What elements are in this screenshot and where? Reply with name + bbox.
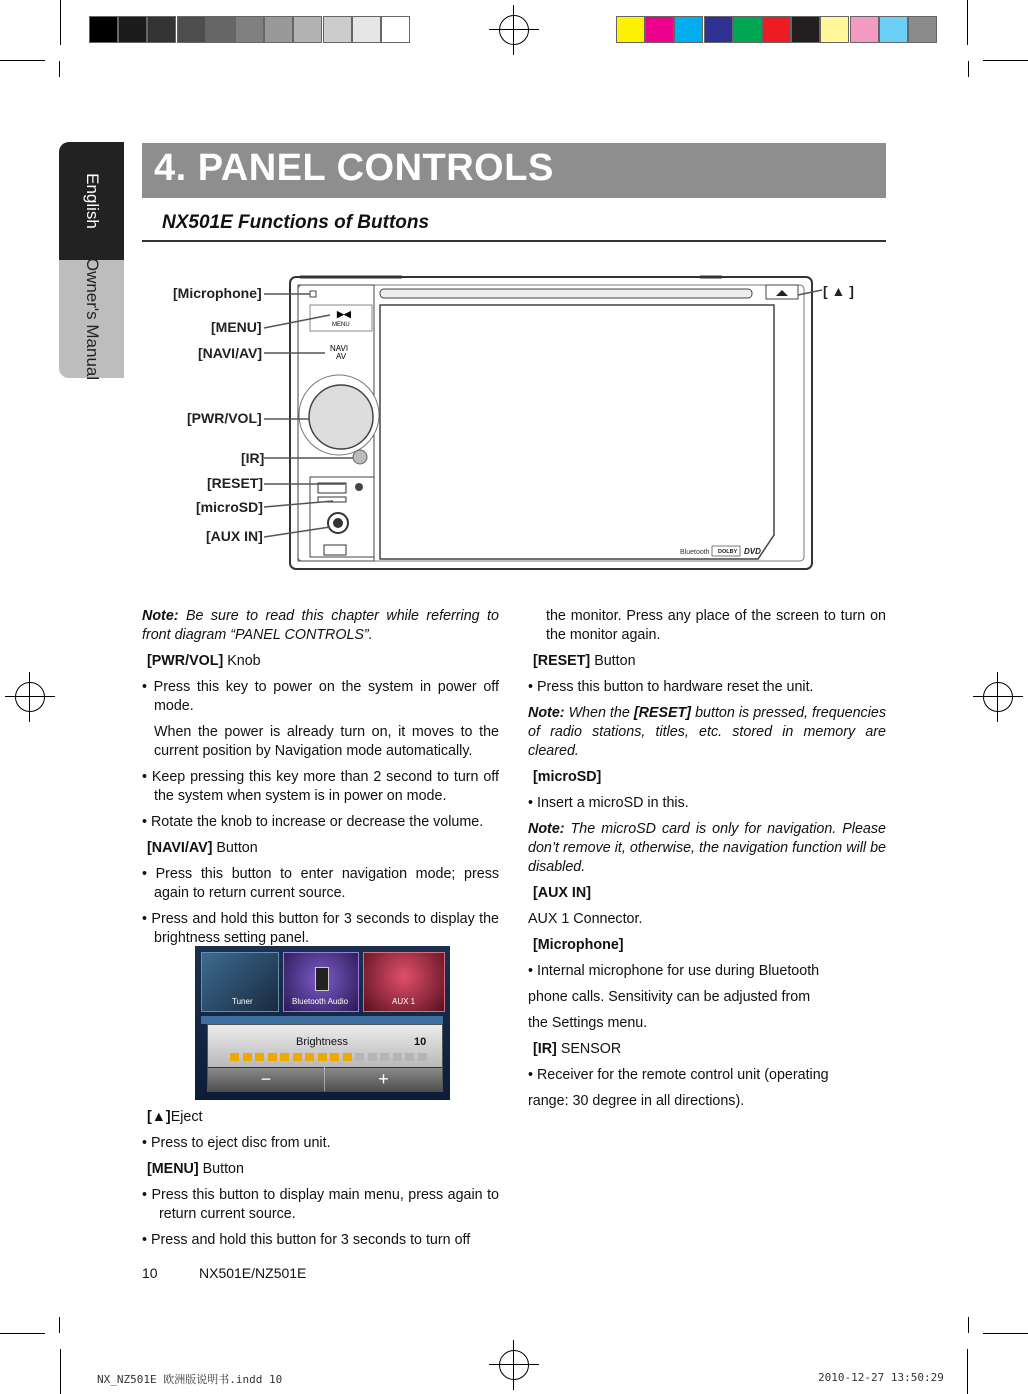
color-swatch [293, 16, 322, 43]
reset-note: Note: When the [RESET] button is pressed, frequencies of radio stations, titles, etc. stored in memory are cleared. [528, 705, 886, 759]
brightness-panel [207, 1024, 443, 1092]
brightness-segment [230, 1053, 239, 1061]
brightness-segment [255, 1053, 264, 1061]
av-face-label: AV [336, 352, 347, 361]
microphone-line-3: the Settings menu. [528, 1015, 648, 1031]
color-swatch [381, 16, 410, 43]
slug-timestamp: 2010-12-27 13:50:29 [818, 1371, 944, 1384]
ir-heading: [IR] SENSOR [533, 1041, 622, 1057]
footer-model: NX501E/NZ501E [199, 1265, 307, 1281]
navi-av-bullet-2: • Press and hold this button for 3 seconds to display the brightness setting panel. [142, 911, 499, 946]
ir-sensor [353, 450, 367, 464]
brightness-segment [330, 1053, 339, 1061]
tile-aux: AUX 1 [363, 952, 445, 1012]
dvd-logo: DVD [744, 547, 761, 556]
tile-bluetooth-audio: Bluetooth Audio [283, 952, 359, 1012]
registration-mark-bottom [489, 1340, 539, 1390]
color-swatch [147, 16, 176, 43]
label-eject: [ ▲ ] [823, 283, 854, 299]
tab-owners-manual [59, 257, 124, 381]
color-swatch [206, 16, 235, 43]
color-swatch [177, 16, 206, 43]
brightness-segment [368, 1053, 377, 1061]
color-swatch [264, 16, 293, 43]
color-swatch [89, 16, 118, 43]
brightness-level-bar [230, 1053, 430, 1061]
pwr-vol-knob [309, 385, 373, 449]
label-microsd: [microSD] [196, 499, 263, 515]
tab-english-label: English [82, 173, 102, 229]
label-menu: [MENU] [211, 319, 262, 335]
disc-slot [380, 289, 752, 298]
reset-heading: [RESET] Button [533, 653, 636, 669]
brightness-segment [343, 1053, 352, 1061]
navi-face-label: NAVI [330, 344, 349, 353]
color-swatch [323, 16, 352, 43]
color-swatch [820, 16, 849, 43]
dolby-logo: DOLBY [718, 549, 738, 555]
ir-line-2: range: 30 degree in all directions). [528, 1093, 745, 1109]
brightness-segment [318, 1053, 327, 1061]
pwr-vol-bullet-2: • Keep pressing this key more than 2 second to turn off the system when system is in power on mode. [142, 769, 499, 804]
microsd-note: Note: The microSD card is only for navigation. Please don’t remove it, otherwise, the navigation function will be disabled. [528, 821, 886, 875]
color-swatch [235, 16, 264, 43]
brightness-plus-button[interactable]: + [325, 1067, 442, 1092]
brightness-segment [393, 1053, 402, 1061]
microsd-bullet-1: • Insert a microSD in this. [528, 795, 689, 811]
label-aux-in: [AUX IN] [206, 528, 263, 544]
pwr-vol-bullet-1: • Press this key to power on the system in power off mode. [142, 679, 499, 714]
brightness-segment [268, 1053, 277, 1061]
bluetooth-audio-icon [315, 967, 329, 991]
microsd-heading: [microSD] [533, 769, 602, 785]
microphone-line-2: phone calls. Sensitivity can be adjusted from [528, 989, 811, 1005]
color-swatch [733, 16, 762, 43]
slug-filename: NX_NZ501E 欧洲版说明书.indd 10 [97, 1373, 283, 1386]
ir-line-1: • Receiver for the remote control unit (operating [528, 1067, 829, 1083]
registration-mark-top [489, 5, 539, 55]
color-swatch [850, 16, 879, 43]
page-number: 10 [142, 1265, 158, 1281]
color-swatch [616, 16, 645, 43]
page-title: 4. PANEL CONTROLS [154, 147, 554, 189]
brightness-segment [418, 1053, 427, 1061]
pwr-vol-bullet-1-cont: When the power is already turn on, it moves to the current position by Navigation mode automatically. [154, 724, 499, 759]
registration-mark-left [5, 672, 55, 722]
eject-bullet-1: • Press to eject disc from unit. [142, 1135, 331, 1151]
color-swatch [352, 16, 381, 43]
microphone-line-1: • Internal microphone for use during Bluetooth [528, 963, 820, 979]
navi-av-heading: [NAVI/AV] Button [147, 840, 258, 856]
menu-face-label: MENU [332, 322, 350, 328]
pwr-vol-bullet-3: • Rotate the knob to increase or decrease the volume. [142, 814, 484, 830]
color-swatch [879, 16, 908, 43]
label-pwr-vol: [PWR/VOL] [187, 410, 262, 426]
label-navi-av: [NAVI/AV] [198, 345, 263, 361]
eject-heading: [▲]Eject [147, 1109, 203, 1125]
brightness-value: 10 [414, 1036, 427, 1048]
microphone-heading: [Microphone] [533, 937, 624, 953]
tab-english [59, 142, 124, 260]
label-reset: [RESET] [207, 475, 263, 491]
left-column-lower [142, 1108, 499, 1257]
color-swatch [908, 16, 937, 43]
svg-text:▶◀: ▶◀ [337, 309, 351, 319]
label-ir: [IR] [241, 450, 265, 466]
aux-in-heading: [AUX IN] [533, 885, 591, 901]
brightness-segment [305, 1053, 314, 1061]
section-title: NX501E Functions of Buttons [162, 212, 430, 233]
registration-mark-right [973, 672, 1023, 722]
brightness-segment [380, 1053, 389, 1061]
bluetooth-logo: Bluetooth [680, 549, 710, 556]
brightness-segment [243, 1053, 252, 1061]
brightness-segment [280, 1053, 289, 1061]
menu-bullet-1: • Press this button to display main menu, press again to return current source. [142, 1187, 499, 1222]
tile-tuner: Tuner [201, 952, 279, 1012]
menu-bullet-2-cont: the monitor. Press any place of the screen to turn on the monitor again. [546, 608, 886, 643]
menu-bullet-2: • Press and hold this button for 3 seconds to turn off [142, 1232, 471, 1248]
menu-heading: [MENU] Button [147, 1161, 244, 1177]
brightness-minus-button[interactable]: − [208, 1067, 324, 1092]
section-rule [142, 240, 886, 242]
brightness-screenshot [195, 946, 450, 1100]
color-swatch [674, 16, 703, 43]
left-column [142, 607, 499, 955]
front-note: Note: Be sure to read this chapter while referring to front diagram “PANEL CONTROLS”. [142, 608, 499, 643]
brightness-label: Brightness [296, 1036, 348, 1048]
brightness-segment [293, 1053, 302, 1061]
color-swatch [645, 16, 674, 43]
reset-hole [355, 483, 363, 491]
brightness-segment [355, 1053, 364, 1061]
screen [380, 305, 774, 559]
navi-av-bullet-1: • Press this button to enter navigation mode; press again to return current source. [142, 866, 499, 901]
pwr-vol-heading: [PWR/VOL] Knob [147, 653, 261, 669]
color-swatch [118, 16, 147, 43]
color-swatch [704, 16, 733, 43]
aux-in-text: AUX 1 Connector. [528, 911, 643, 927]
tab-manual-label: Owner's Manual [82, 257, 102, 381]
label-microphone: [Microphone] [173, 285, 262, 301]
right-column [528, 607, 886, 1118]
brightness-segment [405, 1053, 414, 1061]
color-swatch [791, 16, 820, 43]
reset-bullet-1: • Press this button to hardware reset the unit. [528, 679, 814, 695]
color-swatch [762, 16, 791, 43]
